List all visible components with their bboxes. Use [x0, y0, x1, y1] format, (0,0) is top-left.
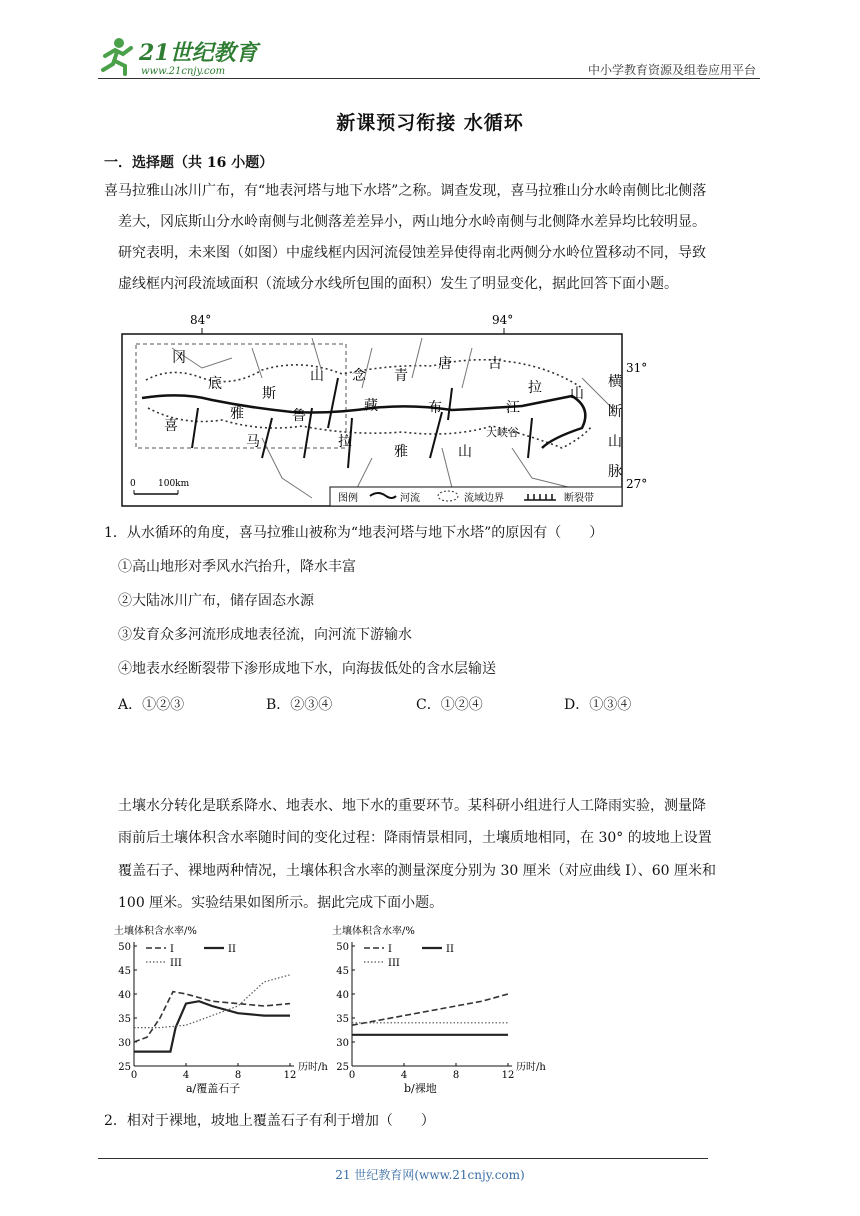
q1-option-c[interactable]: C．①②④: [416, 697, 483, 713]
passage2-line-2: 雨前后土壤体积含水率随时间的变化过程：降雨情景相同，土壤质地相同，在 30° 的坡地上设置: [118, 830, 712, 846]
legend-fault: 断裂带: [564, 493, 594, 504]
chart-covered-stones: [112, 922, 332, 1102]
map-label: 脉: [608, 464, 622, 480]
map-label: 念: [352, 368, 366, 384]
chart-subtitle: b/裸地: [404, 1082, 437, 1095]
chart-ylabel: 土壤体积含水率/%: [114, 926, 197, 937]
scale-label: 100km: [158, 479, 190, 489]
lat-label-top: 31°: [626, 361, 648, 375]
site-logo: [95, 34, 265, 78]
q1-option-d[interactable]: D．①③④: [564, 697, 632, 713]
passage1-line-1: 喜马拉雅山冰川广布，有“地表河塔与地下水塔”之称。调查发现，喜马拉雅山分水岭南侧比北侧落: [104, 183, 707, 199]
y-tick-label: 30: [118, 1038, 131, 1049]
q1-option-a[interactable]: A．①②③: [118, 697, 185, 713]
x-tick-label: 4: [182, 1070, 190, 1081]
passage1-line-4: 虚线框内河段流域面积（流域分水线所包围的面积）发生了明显变化，据此回答下面小题。: [118, 276, 678, 292]
map-label: 唐: [438, 356, 452, 372]
fault-zones: [192, 378, 532, 468]
x-tick-label: 0: [130, 1070, 138, 1081]
q1-option-b[interactable]: B．②③④: [266, 697, 333, 713]
x-tick-label: 12: [501, 1070, 515, 1081]
footer-link[interactable]: 21 世纪教育网(www.21cnjy.com): [335, 1168, 525, 1182]
x-tick-label: 8: [452, 1070, 460, 1081]
q1-stem: 1．从水循环的角度，喜马拉雅山被称为“地表河塔与地下水塔”的原因有（ ）: [104, 525, 604, 541]
y-tick-label: 35: [336, 1014, 349, 1025]
legend-label-III: III: [388, 958, 400, 969]
x-tick-label: 12: [283, 1070, 297, 1081]
page-title: 新课预习衔接 水循环: [336, 112, 524, 134]
map-label: 鲁: [292, 408, 306, 424]
x-tick-label: 4: [400, 1070, 408, 1081]
passage2-line-1: 土壤水分转化是联系降水、地表水、地下水的重要环节。某科研小组进行人工降雨实验，测量降: [118, 798, 706, 814]
map-label: 青: [394, 368, 408, 384]
lat-label-bottom: 27°: [626, 477, 648, 491]
x-tick-label: 0: [348, 1070, 356, 1081]
scale-zero: 0: [130, 479, 136, 489]
passage1-line-3: 研究表明，未来图（如图）中虚线框内因河流侵蚀差异使得南北两侧分水岭位置移动不同，导致: [118, 245, 706, 261]
legend-title: 图例: [338, 493, 358, 504]
logo-url: www.21cnjy.com: [141, 66, 226, 77]
map-label: 山: [570, 386, 584, 402]
series-line-I: [134, 992, 290, 1042]
y-tick-label: 45: [118, 966, 131, 977]
map-label: 山: [458, 444, 472, 460]
y-tick-label: 50: [118, 942, 131, 953]
chart-xlabel: 历时/h: [516, 1062, 546, 1073]
legend-basin: 流域边界: [464, 493, 504, 504]
q2-stem: 2．相对于裸地，坡地上覆盖石子有利于增加（ ）: [104, 1113, 435, 1129]
y-tick-label: 40: [118, 990, 131, 1001]
map-label: 拉: [528, 380, 542, 396]
map-label: 冈: [172, 350, 186, 366]
map-label: 拉: [338, 434, 352, 450]
map-label: 山: [310, 368, 324, 384]
y-tick-label: 45: [336, 966, 349, 977]
map-label: 大峡谷: [486, 426, 519, 439]
map-label: 雅: [230, 406, 244, 422]
map-label: 布: [428, 400, 442, 416]
legend-label-I: I: [170, 944, 174, 955]
chart-xlabel: 历时/h: [298, 1062, 328, 1073]
passage2-line-4: 100 厘米。实验结果如图所示。据此完成下面小题。: [118, 895, 444, 911]
platform-name: 中小学教育资源及组卷应用平台: [587, 63, 756, 77]
map-label: 斯: [262, 386, 276, 402]
y-tick-label: 40: [336, 990, 349, 1001]
map-label: 马: [246, 434, 260, 450]
map-label: 古: [488, 356, 502, 372]
passage2-line-3: 覆盖石子、裸地两种情况，土壤体积含水率的测量深度分别为 30 厘米（对应曲线 I）、60 厘米和: [118, 863, 716, 879]
series-line-II: [134, 1001, 290, 1051]
q1-item-1: ①高山地形对季风水汽抬升，降水丰富: [118, 559, 356, 575]
section-heading: 一．选择题（共 16 小题）: [104, 155, 274, 171]
y-tick-label: 30: [336, 1038, 349, 1049]
series-line-III: [134, 975, 290, 1028]
legend-label-I: I: [388, 944, 392, 955]
lon-label-left: 84°: [190, 313, 212, 327]
y-tick-label: 50: [336, 942, 349, 953]
legend-label-II: II: [446, 944, 454, 955]
y-tick-label: 25: [336, 1062, 349, 1073]
lon-label-right: 94°: [492, 313, 514, 327]
map-label: 断: [608, 404, 622, 420]
y-tick-label: 35: [118, 1014, 131, 1025]
legend-label-III: III: [170, 958, 182, 969]
y-tick-label: 25: [118, 1062, 131, 1073]
map-label: 山: [608, 434, 622, 450]
map-label: 喜: [164, 418, 178, 434]
map-label: 雅: [394, 444, 408, 460]
q1-item-2: ②大陆冰川广布，储存固态水源: [118, 593, 314, 609]
map-label: 底: [208, 376, 222, 392]
header-divider: [98, 78, 760, 79]
chart-ylabel: 土壤体积含水率/%: [332, 926, 415, 937]
logo-text: 21世纪教育: [139, 40, 258, 66]
chart-bare-land: [330, 922, 560, 1102]
runner-icon: [103, 38, 131, 74]
legend-label-II: II: [228, 944, 236, 955]
passage1-line-2: 差大，冈底斯山分水岭南侧与北侧落差差异小，两山地分水岭南侧与北侧降水差异均比较明显。: [118, 214, 706, 230]
map-label: 藏: [364, 398, 378, 414]
q1-item-4: ④地表水经断裂带下渗形成地下水，向海拔低处的含水层输送: [118, 661, 496, 677]
map-place-labels: [164, 350, 622, 480]
x-tick-label: 8: [234, 1070, 242, 1081]
legend-river: 河流: [400, 493, 420, 504]
map-label: 横: [608, 374, 622, 390]
footer-divider: [98, 1158, 708, 1159]
q1-item-3: ③发育众多河流形成地表径流，向河流下游输水: [118, 627, 412, 643]
map-label: 江: [506, 400, 520, 416]
chart-subtitle: a/覆盖石子: [186, 1082, 241, 1095]
map-figure: [112, 308, 660, 514]
series-line-I: [352, 994, 508, 1025]
